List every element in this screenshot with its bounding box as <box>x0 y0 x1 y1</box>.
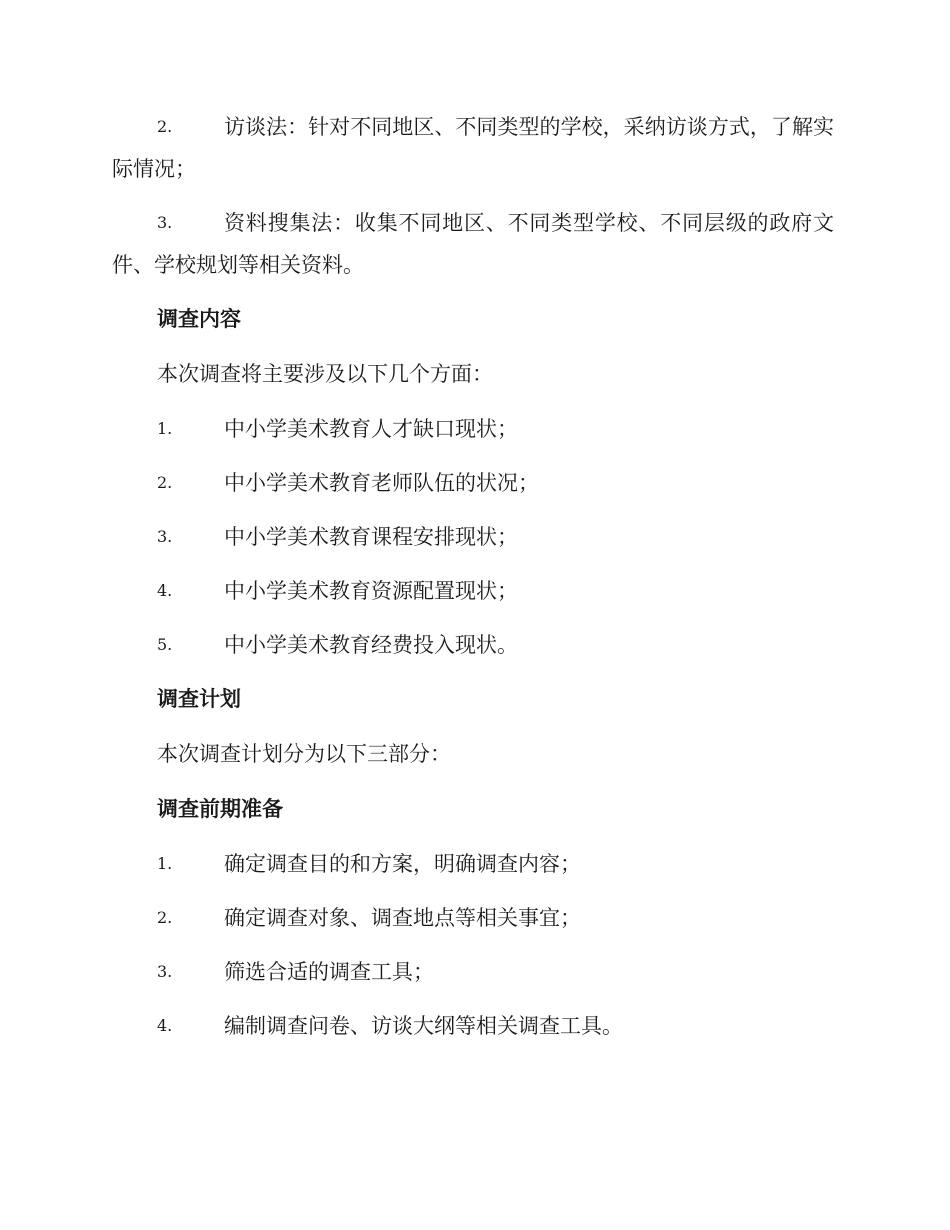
list-item <box>112 106 834 190</box>
list-item <box>112 897 834 939</box>
list-item <box>112 951 834 993</box>
list-item-text: 中小学美术教育经费投入现状。 <box>224 633 518 657</box>
list-item-text: 编制调查问卷、访谈大纲等相关调查工具。 <box>224 1014 623 1038</box>
list-item <box>112 462 834 504</box>
list-item-text: 确定调查对象、调查地点等相关事宜； <box>224 906 581 930</box>
list-item-text: 确定调查目的和方案，明确调查内容； <box>224 852 581 876</box>
list-item <box>112 202 834 286</box>
list-item-number: 4. <box>157 1016 173 1035</box>
list-item <box>112 570 834 612</box>
section-heading-plan: 调查计划 <box>157 687 241 711</box>
section-heading-prep: 调查前期准备 <box>157 797 283 821</box>
list-item-number: 3. <box>157 213 173 232</box>
list-item-text: 中小学美术教育人才缺口现状； <box>224 417 518 441</box>
list-item-number: 5. <box>157 635 173 654</box>
list-item <box>112 408 834 450</box>
section-intro-plan: 本次调查计划分为以下三部分： <box>157 742 451 766</box>
list-item-number: 2. <box>157 117 173 136</box>
list-item-number: 3. <box>157 962 173 981</box>
list-item-number: 1. <box>157 854 173 873</box>
list-item-text: 中小学美术教育课程安排现状； <box>224 525 518 549</box>
list-item <box>112 624 834 666</box>
document-body <box>112 106 834 1059</box>
list-item-text: 中小学美术教育老师队伍的状况； <box>224 471 539 495</box>
list-item-number: 2. <box>157 908 173 927</box>
list-item <box>112 1005 834 1047</box>
list-item-text: 资料搜集法：收集不同地区、不同类型学校、不同层级的政府文件、学校规划等相关资料。 <box>112 211 834 277</box>
list-item-text: 访谈法：针对不同地区、不同类型的学校，采纳访谈方式，了解实际情况； <box>112 115 834 181</box>
list-item-text: 筛选合适的调查工具； <box>224 960 434 984</box>
section-intro-content: 本次调查将主要涉及以下几个方面： <box>157 362 493 386</box>
list-item <box>112 843 834 885</box>
list-item-number: 2. <box>157 473 173 492</box>
list-item <box>112 516 834 558</box>
list-item-number: 1. <box>157 419 173 438</box>
list-item-text: 中小学美术教育资源配置现状； <box>224 579 518 603</box>
list-item-number: 4. <box>157 581 173 600</box>
section-heading-content: 调查内容 <box>157 307 241 331</box>
list-item-number: 3. <box>157 527 173 546</box>
